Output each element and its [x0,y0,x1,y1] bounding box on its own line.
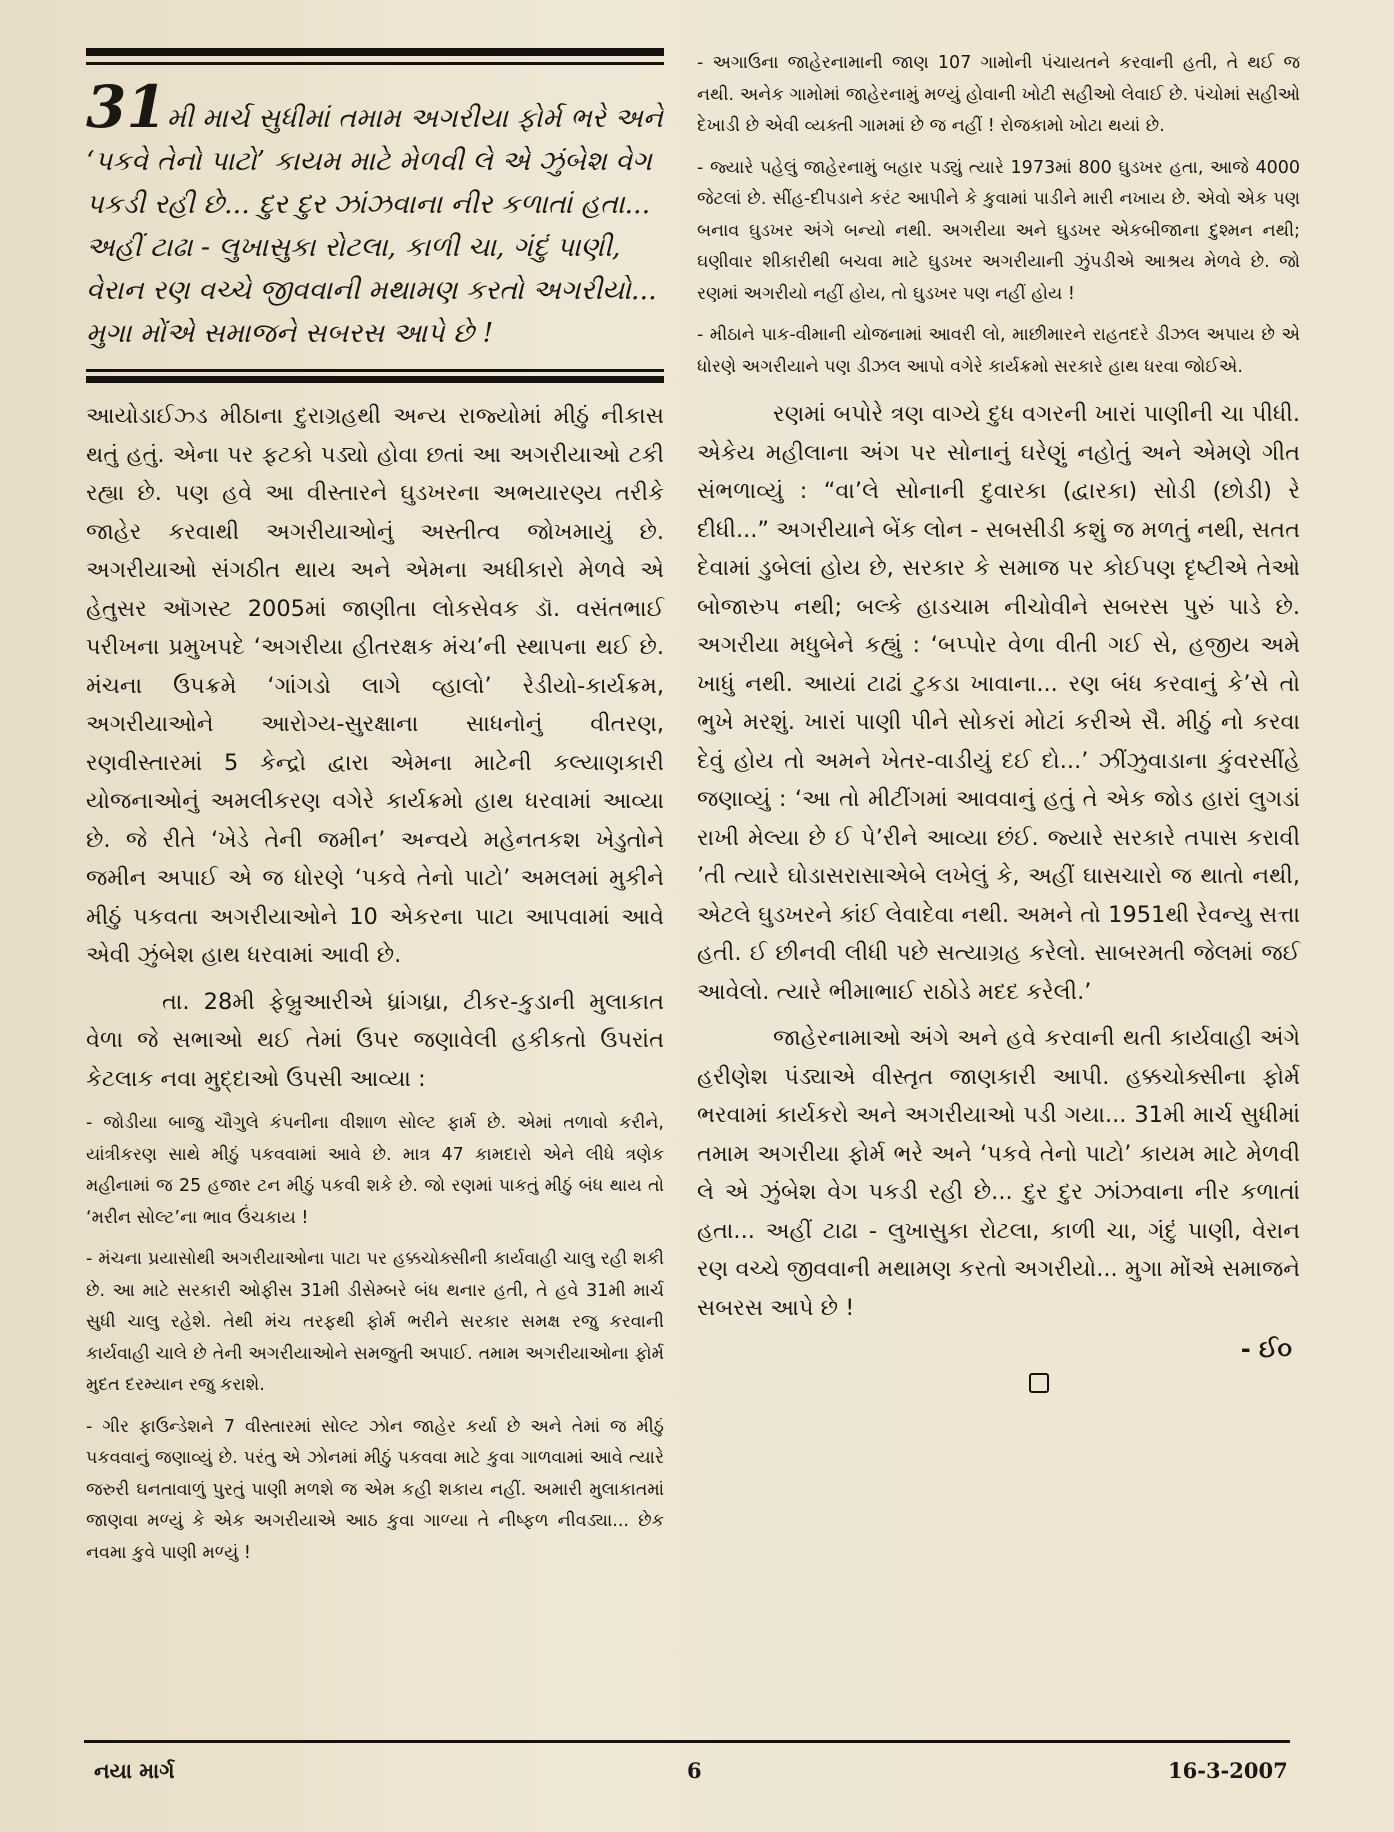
left-paragraph-2: તા. 28મી ફેબ્રુઆરીએ ધ્રાંગધ્રા, ટીકર-કુડાની મુલાકાત વેળા જે સભાઓ થઈ તેમાં ઉપર જણાવેલી હકીકતો ઉપરાંત કેટલાક નવા મુદ્દાઓ ઉપસી આવ્યા : [86,988,664,1092]
pull-quote-text: મી માર્ચ સુધીમાં તમામ અગરીયા ફોર્મ ભરે અને ‘પકવે તેનો પાટો’ કાયમ માટે મેળવી લે એ ઝુંબેશ વેગ પકડી રહી છે... દુર દુર ઝાંઝવાના નીર કળાતાં હતા... અહીં ટાઢા - લુખાસુકા રોટલા, કાળી ચા, ગંદું પાણી, વેરાન રણ વચ્ચે જીવવાની મથામણ કરતો અગરીયો... મુગા મોંએ સમાજને સબરસ આપે છે ! [86,103,663,349]
right-bullet-2: - જ્યારે પહેલું જાહેરનામું બહાર પડ્યું ત્યારે 1973માં 800 ઘુડખર હતા, આજે 4000 જેટલાં છે. સીંહ-દીપડાને કરંટ આપીને કે કુવામાં પાડીને મારી નખાય છે. એવો એક પણ બનાવ ઘુડખર અંગે બન્યો નથી. અગરીયા અને ઘુડખર એકબીજાના દુશ્મન નથી; ઘણીવાર શીકારીથી બચવા માટે ઘુડખર અગરીયાની ઝુંપડીએ આશ્રય મેળવે છે. જો રણમાં અગરીયો નહીં હોય, તો ઘુડખર પણ નહીં હોય ! [697,157,1300,304]
top-rule-thin [86,62,664,65]
right-bullet-3: - મીઠાને પાક-વીમાની યોજનામાં આવરી લો, માછીમારને રાહતદરે ડીઝલ અપાય છે એ ધોરણે અગરીયાને પણ ડીઝલ આપો વગેરે કાર્યક્રમો સરકારે હાથ ધરવા જોઈએ. [697,325,1300,377]
end-mark-icon [1029,1373,1049,1393]
right-paragraph-1: રણમાં બપોરે ત્રણ વાગ્યે દુધ વગરની ખારાં પાણીની ચા પીધી. એકેય મહીલાના અંગ પર સોનાનું ઘરેણું નહોતું અને એમણે ગીત સંભળાવ્યું : “વા’લે સોનાની દુવારકા (દ્વારકા) સોડી (છોડી) રે દીધી...” અગરીયાને બેંક લોન - સબસીડી કશું જ મળતું નથી, સતત દેવામાં ડુબેલાં હોય છે, સરકાર કે સમાજ પર કોઈપણ દૃષ્ટીએ તેઓ બોજારુપ નથી; બલ્કે હાડચામ નીચોવીને સબરસ પુરું પાડે છે. અગરીયા મધુબેને કહ્યું : ‘બપ્પોર વેળા વીતી ગઈ સે, હજીય અમે ખાધું નથી. આયાં ટાઢાં ટુકડા ખાવાના... રણ બંધ કરવાનું કે’સે તો ભુખે મરશું. ખારાં પાણી પીને સોકરાં મોટાં કરીએ સૈ. મીઠું નો કરવા દેવું હોય તો અમને ખેતર-વાડીયું દઈ દો...’ ઝીંઝુવાડાના કુંવરસીંહે જણાવ્યું : ‘આ તો મીટીંગમાં આવવાનું હતું તે એક જોડ હારાં લુગડાં રાખી મેલ્યા છે ઈ પે’રીને આવ્યા છંઈ. જ્યારે સરકારે તપાસ કરાવી ’તી ત્યારે ઘોડાસરાસાએબે લખેલું કે, અહીં ઘાસચારો જ થાતો નથી, એટલે ઘુડખરને કાંઈ લેવાદેવા નથી. અમને તો 1951થી રેવન્યુ સત્તા હતી. ઈ છીનવી લીધી પછે સત્યાગ્રહ કરેલો. સાબરમતી જેલમાં જઈ આવેલો. ત્યારે ભીમાભાઈ રાઠોડે મદદ કરેલી.’ [697,401,1300,1005]
left-paragraph-1: આયોડાઈઝ્ડ મીઠાના દુરાગ્રહથી અન્ય રાજ્યોમાં મીઠું નીકાસ થતું હતું. એના પર ફટકો પડ્યો હોવા છતાં આ અગરીયાઓ ટકી રહ્યા છે. પણ હવે આ વીસ્તારને ઘુડખરના અભયારણ્ય તરીકે જાહેર કરવાથી અગરીયાઓનું અસ્તીત્વ જોખમાયું છે. અગરીયાઓ સંગઠીત થાય અને એમના અધીકારો મેળવે એ હેતુસર ઑગસ્ટ 2005માં જાણીતા લોકસેવક ડૉ. વસંતભાઈ પરીખના પ્રમુખપદે ‘અગરીયા હીતરક્ષક મંચ’ની સ્થાપના થઈ છે. મંચના ઉપક્રમે ‘ગાંગડો લાગે વ્હાલો’ રેડીયો-કાર્યક્રમ, અગરીયાઓને આરોગ્ય-સુરક્ષાના સાધનોનું વીતરણ, રણવીસ્તારમાં 5 કેન્દ્રો દ્વારા એમના માટેની કલ્યાણકારી યોજનાઓનું અમલીકરણ વગેરે કાર્યક્રમો હાથ ધરવામાં આવ્યા છે. જે રીતે ‘ખેડે તેની જમીન’ અન્વયે મહેનતકશ ખેડુતોને જમીન અપાઈ એ જ ધોરણે ‘પકવે તેનો પાટો’ અમલમાં મુકીને મીઠું પકવતા અગરીયાઓને 10 એકરના પાટા આપવામાં આવે એવી ઝુંબેશ હાથ ધરવામાં આવી છે. [86,403,664,968]
right-bullet-1: - અગાઉના જાહેરનામાની જાણ 107 ગામોની પંચાયતને કરવાની હતી, તે થઈ જ નથી. અનેક ગામોમાં જાહેરનામું મળ્યું હોવાની ખોટી સહીઓ લેવાઈ છે. પંચોમાં સહીઓ દેખાડી છે એવી વ્યક્તી ગામમાં છે જ નહીં ! રોજકામો ખોટા થયાં છે. [697,53,1300,136]
pull-quote-rule-thin [86,369,664,372]
footer-page-number: 6 [687,1758,702,1783]
right-column [697,48,1300,1393]
footer-date: 16-3-2007 [1168,1758,1288,1783]
footer-rule [84,1740,1290,1743]
pull-quote [86,73,664,355]
left-bullet-3: - ગીર ફાઉન્ડેશને 7 વીસ્તારમાં સોલ્ટ ઝોન જાહેર કર્યા છે અને તેમાં જ મીઠું પકવવાનું જણાવ્યું છે. પરંતુ એ ઝોનમાં મીઠું પકવવા માટે કુવા ગાળવામાં આવે ત્યારે જરુરી ઘનતાવાળું પુરતું પાણી મળશે જ એમ કહી શકાય નહીં. અમારી મુલાકાતમાં જાણવા મળ્યું કે એક અગરીયાએ આઠ કુવા ગાળ્યા તે નીષ્ફળ નીવડ્યા... છેક નવમા કુવે પાણી મળ્યું ! [86,1416,664,1563]
right-paragraph-2: જાહેરનામાઓ અંગે અને હવે કરવાની થતી કાર્યવાહી અંગે હરીણેશ પંડ્યાએ વીસ્તૃત જાણકારી આપી. હક્કચોક્સીના ફોર્મ ભરવામાં કાર્યકરો અને અગરીયાઓ પડી ગયા... 31મી માર્ચ સુધીમાં તમામ અગરીયા ફોર્મ ભરે અને ‘પકવે તેનો પાટો’ કાયમ માટે મેળવી લે એ ઝુંબેશ વેગ પકડી રહી છે... દુર દુર ઝાંઝવાના નીર કળાતાં હતા... અહીં ટાઢા - લુખાસુકા રોટલા, કાળી ચા, ગંદું પાણી, વેરાન રણ વચ્ચે જીવવાની મથામણ કરતો અગરીયો... મુગા મોંએ સમાજને સબરસ આપે છે ! [697,1025,1300,1321]
left-bullet-1: - જોડીયા બાજુ ચૌગુલે કંપનીના વીશાળ સોલ્ટ ફાર્મ છે. એમાં તળાવો કરીને, યાંત્રીકરણ સાથે મીઠું પકવવામાં આવે છે. માત્ર 47 કામદારો એને લીધે ત્રણેક મહીનામાં જ 25 હજાર ટન મીઠું પકવી શકે છે. જો રણમાં પાકતું મીઠું બંધ થાય તો ‘મરીન સોલ્ટ’ના ભાવ ઉંચકાય ! [86,1113,664,1228]
left-column [86,48,664,1569]
footer-publication: નયા માર્ગ [94,1758,175,1783]
author-signature: - ઈ૦ [1240,1335,1292,1363]
top-rule [86,48,664,56]
pull-quote-dropcap: 31 [86,73,167,141]
left-bullet-2: - મંચના પ્રયાસોથી અગરીયાઓના પાટા પર હક્કચોક્સીની કાર્યવાહી ચાલુ રહી શકી છે. આ માટે સરકારી ઓફીસ 31મી ડીસેમ્બરે બંધ થનાર હતી, તે હવે 31મી માર્ચ સુધી ચાલુ રહેશે. તેથી મંચ તરફથી ફોર્મ ભરીને સરકાર સમક્ષ રજુ કરવાની કાર્યવાહી ચાલે છે તેની અગરીયાઓને સમજુતી અપાઈ. તમામ અગરીયાઓના ફોર્મ મુદત દરમ્યાન રજુ કરાશે. [86,1249,664,1395]
pull-quote-rule-thick [86,376,664,383]
